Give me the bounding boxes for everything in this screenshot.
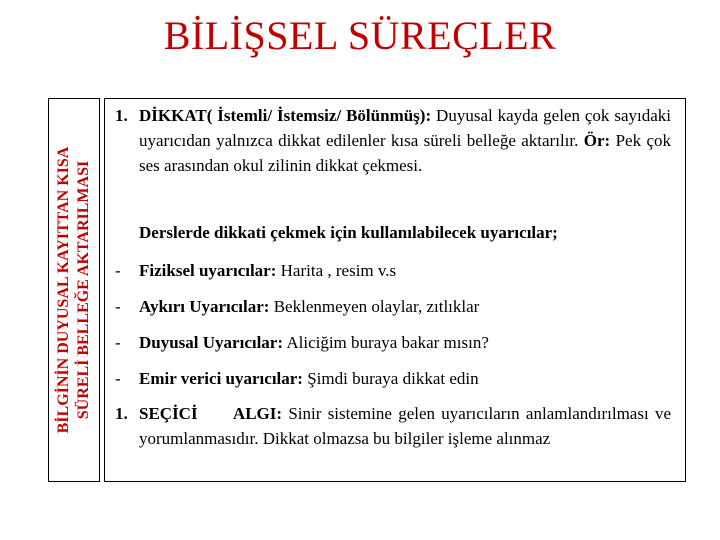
bullet-value: Beklenmeyen olaylar, zıtlıklar	[273, 297, 480, 316]
bullet-dash: -	[115, 297, 121, 316]
bullet-text	[139, 369, 479, 389]
side-caption-line2: SÜRELİ BELLEĞE AKTARILMASI	[75, 160, 92, 420]
side-caption-box	[48, 98, 100, 482]
bullet-label: Duyusal Uyarıcılar:	[139, 333, 284, 352]
page-title: BİLİŞSEL SÜREÇLER	[163, 13, 557, 58]
side-caption	[54, 101, 94, 479]
item-selective-number: 1.	[115, 404, 128, 423]
bullet-label: Emir verici uyarıcılar:	[139, 369, 303, 388]
item-attention-heading: DİKKAT( İstemli/ İstemsiz/ Bölünmüş):	[139, 106, 432, 125]
content-box	[104, 98, 686, 482]
item-attention-body	[115, 103, 671, 178]
item-selective-perception	[115, 401, 671, 451]
item-selective-body	[115, 401, 671, 451]
bullet-dash: -	[115, 333, 121, 352]
item-attention-number: 1.	[115, 106, 128, 125]
bullet-value: Şimdi buraya dikkat edin	[307, 369, 479, 388]
bullet-text	[139, 261, 396, 281]
item-attention-example-text: Pek çok ses arasından okul zilinin dikkat çekmesi.	[139, 131, 672, 175]
bullet-dash: -	[115, 261, 121, 280]
bullet-label: Aykırı Uyarıcılar:	[139, 297, 270, 316]
item-attention	[115, 103, 671, 178]
bullet-label: Fiziksel uyarıcılar:	[139, 261, 277, 280]
bullet-value: Aliciğim buraya bakar mısın?	[286, 333, 489, 352]
item-attention-text: Duyusal kayda gelen çok sayıdaki uyarıcıdan yalnızca dikkat edilenler kısa süreli belleğe aktarılır.	[139, 106, 671, 150]
item-attention-example-label: Ör:	[583, 131, 611, 150]
item-selective-text: Sinir sistemine gelen uyarıcıların anlamlandırılması ve yorumlanmasıdır. Dikkat olmazsa bu bilgiler işleme alınmaz	[139, 404, 672, 448]
stimuli-subheading: Derslerde dikkati çekmek için kullanılabilecek uyarıcılar;	[139, 223, 558, 242]
item-selective-heading: SEÇİCİ ALGI:	[139, 404, 283, 423]
side-caption-line1: BİLGİNİN DUYUSAL KAYITTAN KISA	[55, 146, 72, 434]
bullet-text	[139, 297, 479, 317]
bullet-text	[139, 333, 489, 353]
bullet-value: Harita , resim v.s	[280, 261, 397, 280]
bullet-dash: -	[115, 369, 121, 388]
